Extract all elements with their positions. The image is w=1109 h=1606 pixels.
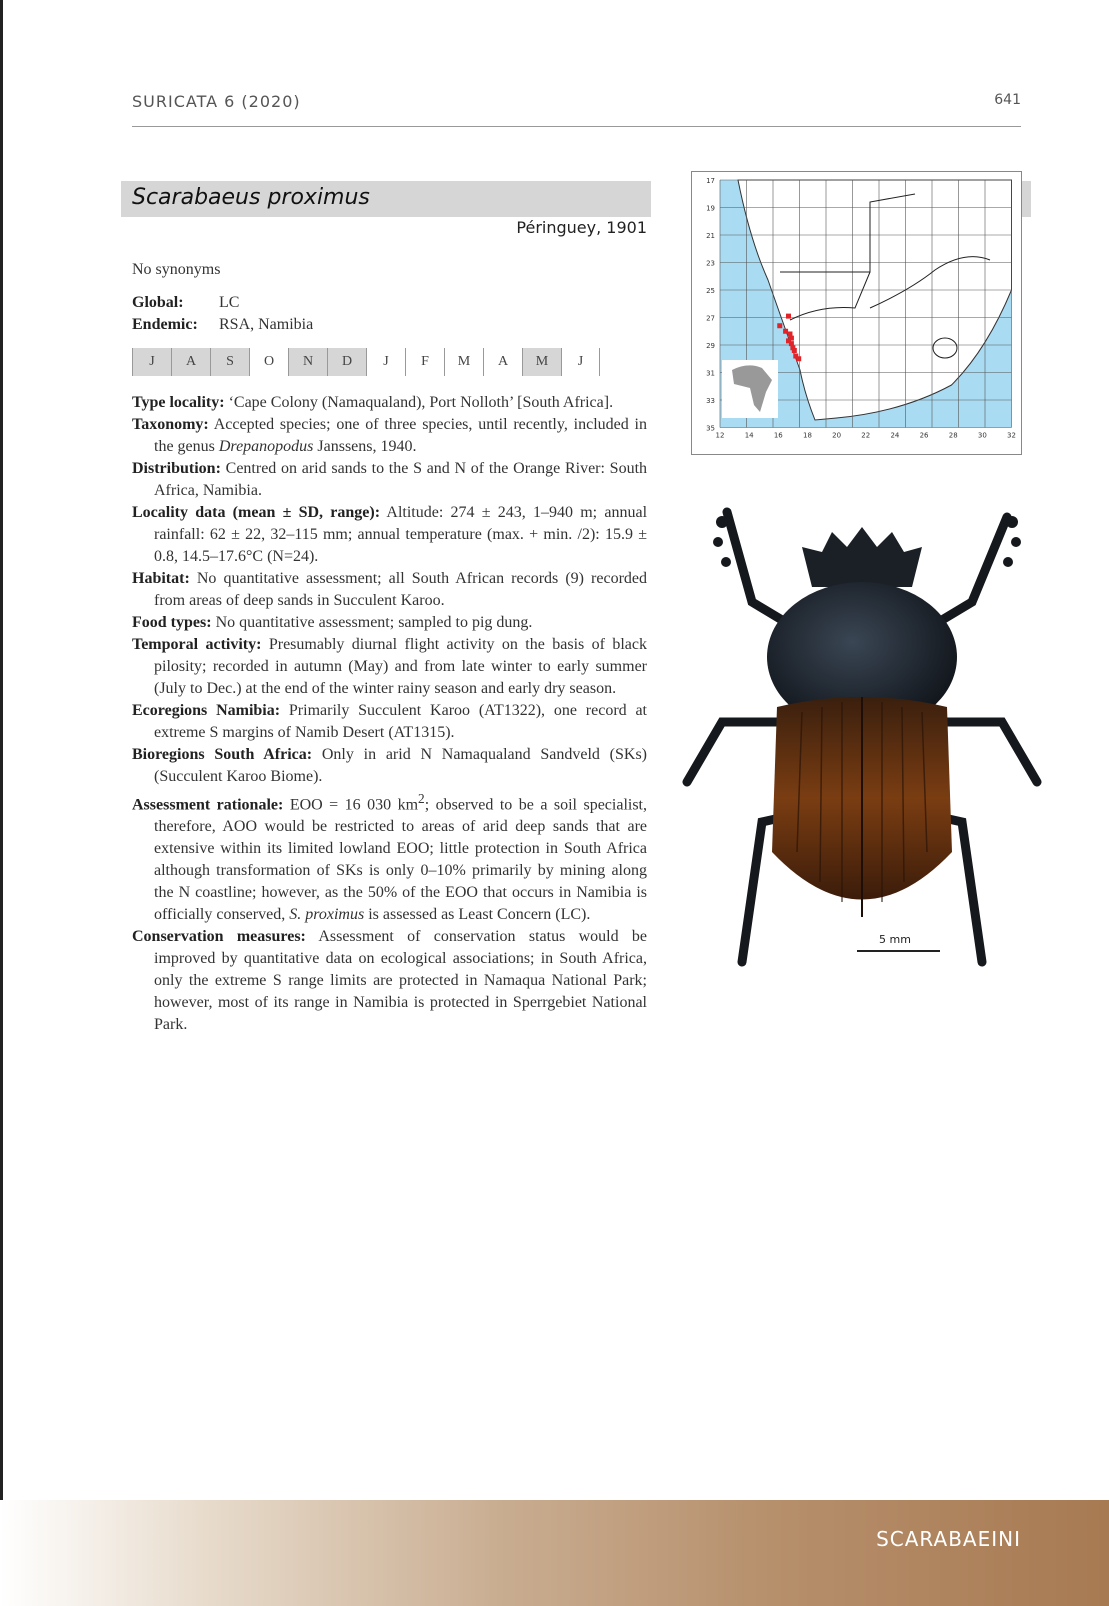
bioregions [132, 744, 647, 788]
species-account [132, 392, 647, 1036]
month-cell: A [483, 348, 522, 376]
map-record-point [792, 348, 797, 353]
month-cell: M [522, 348, 561, 376]
temporal-activity [132, 634, 647, 700]
taxonomy [132, 414, 647, 458]
month-cell: S [210, 348, 249, 376]
month-cell: J [561, 348, 600, 376]
assessment-species: S. proximus [289, 906, 365, 924]
map-lon-label: 30 [977, 431, 987, 440]
food-text: No quantitative assessment; sampled to pig dung. [215, 614, 533, 631]
map-lon-label: 20 [832, 431, 842, 440]
page-edge [0, 0, 3, 1606]
synonyms: No synonyms [132, 261, 221, 278]
map-lat-label: 25 [706, 287, 715, 295]
species-author: Péringuey, 1901 [516, 218, 647, 237]
month-cell: A [171, 348, 210, 376]
taxonomy-label: Taxonomy: [132, 416, 209, 433]
temporal-text: Presumably diurnal flight activity on the basis of black pilosity; recorded in autumn (May) and from late winter to early summer (July to Dec.) at the end of the winter rainy season and early dry season. [154, 636, 647, 697]
map-lon-label: 24 [890, 431, 900, 440]
scale-label: 5 mm [879, 933, 911, 946]
type-locality-text: ‘Cape Colony (Namaqualand), Port Nolloth’ [South Africa]. [228, 394, 614, 411]
month-cell: J [366, 348, 405, 376]
map-record-point [783, 329, 788, 334]
activity-months [132, 348, 600, 376]
distribution-label: Distribution: [132, 460, 221, 477]
distribution-map [691, 171, 1022, 455]
map-lat-label: 29 [706, 342, 715, 350]
map-lat-label: 17 [706, 177, 715, 185]
taxonomy-text: Accepted species; one of three species, until recently, included in the genus [154, 416, 647, 455]
endemic-value: RSA, Namibia [219, 316, 314, 333]
map-record-point [777, 323, 782, 328]
page-number: 641 [994, 92, 1021, 108]
conservation-measures [132, 926, 647, 1036]
footer-band [0, 1500, 1109, 1606]
type-locality [132, 392, 647, 414]
month-cell: N [288, 348, 327, 376]
assessment-rationale [132, 788, 647, 926]
habitat [132, 568, 647, 612]
global-label: Global: [132, 294, 184, 311]
taxonomy-text-end: Janssens, 1940. [313, 438, 417, 455]
assessment-label: Assessment rationale: [132, 796, 284, 814]
global-row [132, 292, 313, 314]
locality-data [132, 502, 647, 568]
map-lon-label: 22 [861, 431, 871, 440]
conservation-text: Assessment of conservation status would be improved by quantitative data on ecological associations; in South Africa, only the extreme S range limits are protected in Namaqua National Park; however, most of its range in Namibia is protected in Sperrgebiet National Park. [154, 928, 647, 1034]
habitat-label: Habitat: [132, 570, 190, 587]
distribution-map-svg [692, 172, 1021, 454]
map-lat-label: 31 [706, 369, 715, 378]
global-value: LC [219, 294, 240, 311]
footer-section-title: SCARABAEINI [876, 1527, 1021, 1551]
map-lon-label: 16 [773, 431, 783, 440]
map-lon-label: 26 [919, 431, 929, 440]
assessment-text-mid: ; observed to be a soil specialist, therefore, AOO would be restricted to areas of arid deep sands that are extensive within its limited lowland EOO; little protection in South Africa although transformation of SKs is only 0–10% primarily by mining along the N coastline; however, as the 50% of the EOO that occurs in Namibia is officially conserved, [154, 796, 647, 924]
species-title: Scarabaeus proximus [132, 185, 370, 210]
beetle-head [802, 527, 922, 587]
locality-label: Locality data (mean ± SD, range): [132, 504, 381, 521]
map-lon-label: 12 [715, 431, 725, 440]
type-locality-label: Type locality: [132, 394, 225, 411]
beetle-photo [682, 492, 1042, 992]
map-lon-label: 28 [948, 431, 958, 440]
month-cell: J [132, 348, 171, 376]
assessment-text: EOO = 16 030 km [289, 796, 419, 814]
map-lat-label: 23 [706, 259, 715, 268]
journal-header: SURICATA 6 (2020) [132, 92, 301, 111]
beetle-illustration [682, 492, 1042, 992]
map-lat-label: 27 [706, 314, 715, 323]
map-lat-label: 19 [706, 204, 715, 213]
month-cell: O [249, 348, 288, 376]
ecoregions-text: Primarily Succulent Karoo (AT1322), one record at extreme S margins of Namib Desert (AT1315). [154, 702, 647, 741]
ecoregions-label: Ecoregions Namibia: [132, 702, 281, 719]
scale-bar [857, 950, 940, 952]
bioregions-label: Bioregions South Africa: [132, 746, 313, 763]
header-rule [132, 126, 1021, 127]
map-lon-label: 32 [1007, 431, 1016, 440]
ecoregions [132, 700, 647, 744]
map-lat-label: 33 [706, 397, 715, 405]
map-lat-label: 35 [706, 424, 715, 433]
distribution-text: Centred on arid sands to the S and N of the Orange River: South Africa, Namibia. [154, 460, 648, 499]
map-lat-label: 21 [706, 232, 715, 240]
map-lon-label: 18 [802, 431, 812, 440]
map-lon-label: 14 [744, 431, 754, 440]
month-cell: D [327, 348, 366, 376]
assessment-superscript: 2 [418, 791, 425, 806]
taxonomy-genus: Drepanopodus [218, 438, 314, 455]
status-block [132, 292, 313, 336]
locality-text: Altitude: 274 ± 243, 1–940 m; annual rainfall: 62 ± 22, 32–115 mm; annual temperature (max. + min. /2): 15.9 ± 0.8, 14.5–17.6°C (N=24). [154, 504, 648, 565]
distribution [132, 458, 647, 502]
map-record-point [786, 314, 791, 319]
food-label: Food types: [132, 614, 212, 631]
month-cell: F [405, 348, 444, 376]
bioregions-text: Only in arid N Namaqualand Sandveld (SKs) (Succulent Karoo Biome). [154, 746, 648, 785]
month-cell: M [444, 348, 483, 376]
assessment-text-end: is assessed as Least Concern (LC). [364, 906, 591, 924]
conservation-label: Conservation measures: [132, 928, 306, 946]
map-record-point [796, 356, 801, 361]
food-types [132, 612, 647, 634]
endemic-row [132, 314, 313, 336]
endemic-label: Endemic: [132, 316, 198, 333]
habitat-text: No quantitative assessment; all South African records (9) recorded from areas of deep sands in Succulent Karoo. [154, 570, 647, 609]
temporal-label: Temporal activity: [132, 636, 262, 653]
